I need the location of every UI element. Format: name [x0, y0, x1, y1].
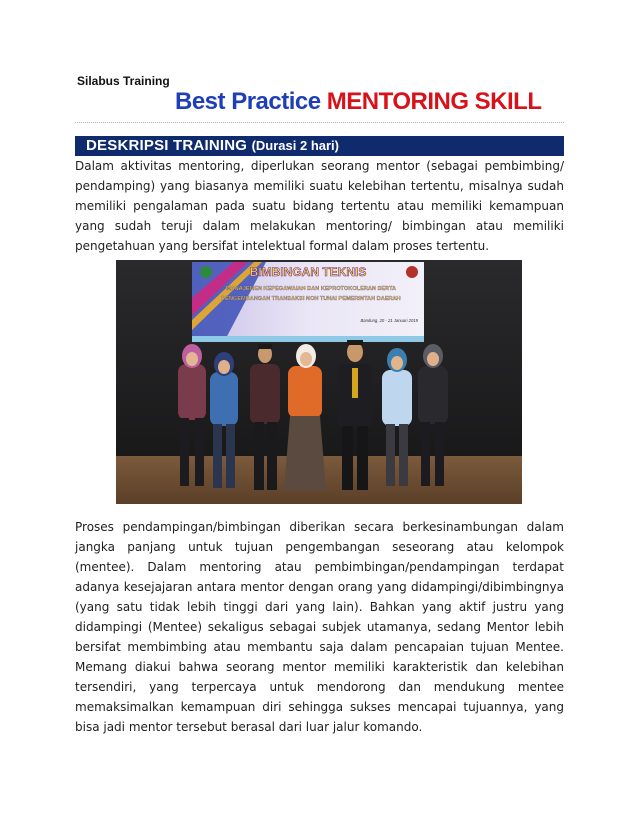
banner-title: BIMBINGAN TEKNIS: [249, 265, 367, 279]
title-mentoring-skill: MENTORING SKILL: [326, 88, 542, 115]
page-title: [175, 88, 542, 116]
banner-line-2: PENGEMBANGAN TRANSAKSI NON TUNAI PEMERINTAH DAERAH: [221, 296, 401, 302]
intro-paragraph: Dalam aktivitas mentoring, diperlukan seorang mentor (sebagai pembimbing/ pendamping) yang biasanya memiliki suatu kelebihan tertentu, misalnya sudah memiliki pengalaman pada suatu bidang tertentu atau memiliki kemampuan yang sudah teruji dalam melakukan mentoring/ bimbingan atau memiliki pengetahuan yang bersifat intelektual formal dalam proses tertentu.: [75, 159, 564, 253]
group-photo: [116, 260, 522, 504]
title-best-practice: Best Practice: [175, 88, 321, 115]
body-paragraph: Proses pendampingan/bimbingan diberikan secara berkesinambungan dalam jangka panjang untuk tujuan pengembangan seseorang atau kelompok (mentee). Dalam mentoring atau pembimbingan/pendampingan terdapat adanya kesejajaran antara mentor dengan orang yang didampingi/dibimbingnya (yang satu tidak lebih tinggi dari yang lain). Bahkan yang aktif justru yang didampingi (Mentee) sekaligus sebagai subjek utamanya, sedang Mentor lebih bersifat membimbing atau membantu saja dalam pencapaian tujuan Mentee. Memang diakui bahwa seorang mentor memiliki karakteristik dan kelebihan tersendiri, yang terpercaya untuk mendorong dan mendukung mentee memaksimalkan kemampuan diri sehingga sukses mencapai tujuannya, yang bisa jadi mentor tersebut berasal dari luar jalur komando.: [75, 520, 564, 734]
section-heading-band: [75, 136, 564, 156]
section-heading: DESKRIPSI TRAINING: [86, 137, 248, 154]
banner-date: Bandung, 20 - 21 Januari 2019: [360, 318, 418, 323]
banner-line-1: MANAJEMEN KEPEGAWAIAN DAN KEPROTOKOLERAN SERTA: [225, 286, 397, 292]
title-divider: [75, 122, 564, 123]
syllabus-label: Silabus Training: [77, 74, 170, 88]
section-duration: (Durasi 2 hari): [251, 138, 339, 153]
